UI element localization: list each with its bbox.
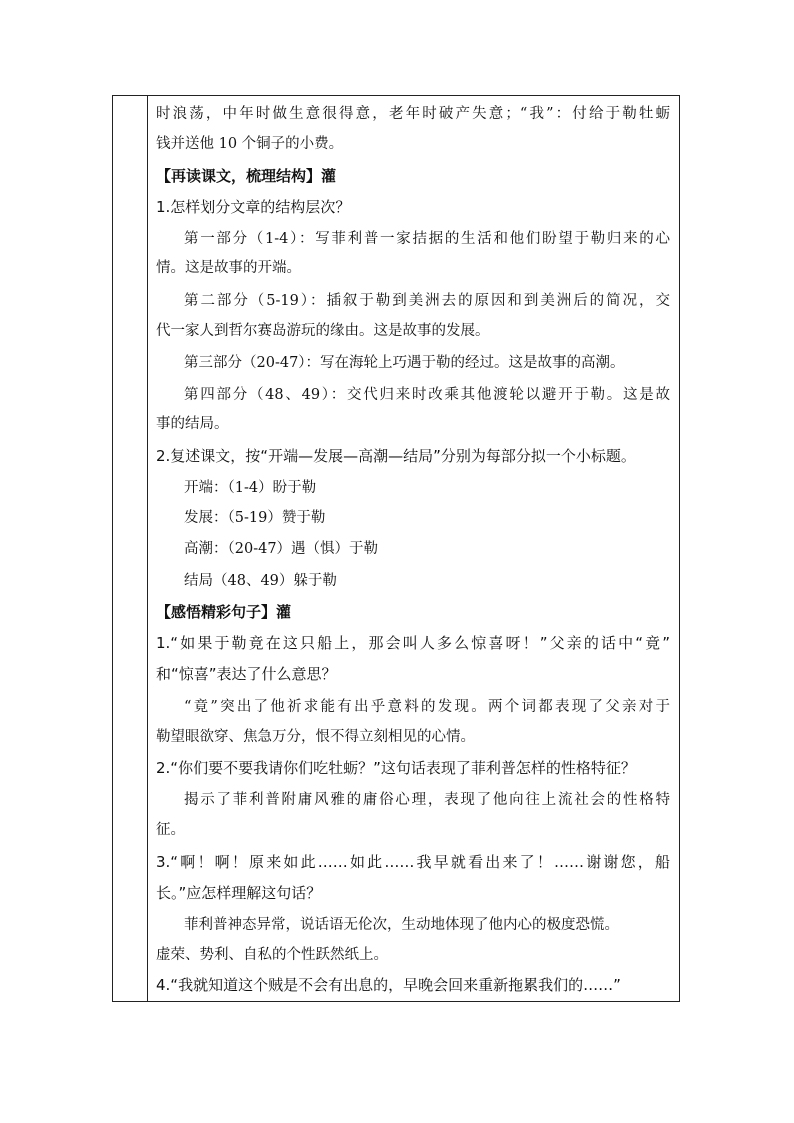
text-line: 代一家人到哲尔赛岛游玩的缘由。这是故事的发展。 <box>156 323 490 339</box>
text-line: 勒望眼欲穿、焦急万分，恨不得立刻相见的心情。 <box>156 729 475 745</box>
text-line: 第三部分（20-47）：写在海轮上巧遇于勒的经过。这是故事的高潮。 <box>184 355 625 371</box>
question-line: 2.“你们要不要我请你们吃牡蛎？”这句话表现了菲利普怎样的性格特征？ <box>156 759 636 777</box>
question-line: 长。”应怎样理解这句话？ <box>156 884 322 902</box>
subtitle-line: 高潮：（20-47）遇（惧）于勒 <box>184 541 379 557</box>
question-line: 3.“啊！啊！原来如此……如此……我早就看出来了！……谢谢您，船 <box>156 853 670 871</box>
subtitle-line: 结局（48、49）躲于勒 <box>184 573 337 589</box>
text-line: 时浪荡，中年时做生意很得意，老年时破产失意；“我”：付给于勒牡蛎 <box>156 106 670 122</box>
subtitle-line: 开端：（1-4）盼于勒 <box>184 480 317 496</box>
text-line: 揭示了菲利普附庸风雅的庸俗心理，表现了他向往上流社会的性格特 <box>184 792 670 808</box>
text-line: 征。 <box>156 822 185 838</box>
text-line: 第一部分（1-4）：写菲利普一家拮据的生活和他们盼望于勒归来的心 <box>184 231 670 247</box>
question-line: 1.“如果于勒竟在这只船上，那会叫人多么惊喜呀！”父亲的话中“竟” <box>156 634 670 652</box>
section-heading: 【感悟精彩句子】灌 <box>156 603 292 621</box>
text-line: 情。这是故事的开端。 <box>156 260 301 276</box>
text-line: “竟”突出了他祈求能有出乎意料的发现。两个词都表现了父亲对于 <box>184 699 670 715</box>
table-left-column <box>113 96 148 1001</box>
question-line: 2.复述课文，按“开端—发展—高潮—结局”分别为每部分拟一个小标题。 <box>156 447 636 465</box>
text-line: 事的结局。 <box>156 416 229 432</box>
text-line: 菲利普神态异常，说话语无伦次，生动地体现了他内心的极度恐慌。 <box>184 917 619 933</box>
text-line: 第二部分（5-19）：插叙于勒到美洲去的原因和到美洲后的简况，交 <box>184 293 670 309</box>
text-line: 第四部分（48、49）：交代归来时改乘其他渡轮以避开于勒。这是故 <box>184 387 670 403</box>
content-table <box>112 95 680 1002</box>
question-line: 1.怎样划分文章的结构层次？ <box>156 198 351 216</box>
question-line: 和“惊喜”表达了什么意思？ <box>156 665 337 683</box>
section-heading: 【再读课文，梳理结构】灌 <box>156 167 337 185</box>
question-line: 4.“我就知道这个贼是不会有出息的，早晚会回来重新拖累我们的……” <box>156 976 621 994</box>
text-line: 虚荣、势利、自私的个性跃然纸上。 <box>156 947 388 963</box>
subtitle-line: 发展：（5-19）赞于勒 <box>184 510 326 526</box>
text-line: 钱并送他 10 个铜子的小费。 <box>156 136 344 152</box>
table-content-cell <box>148 96 679 1001</box>
